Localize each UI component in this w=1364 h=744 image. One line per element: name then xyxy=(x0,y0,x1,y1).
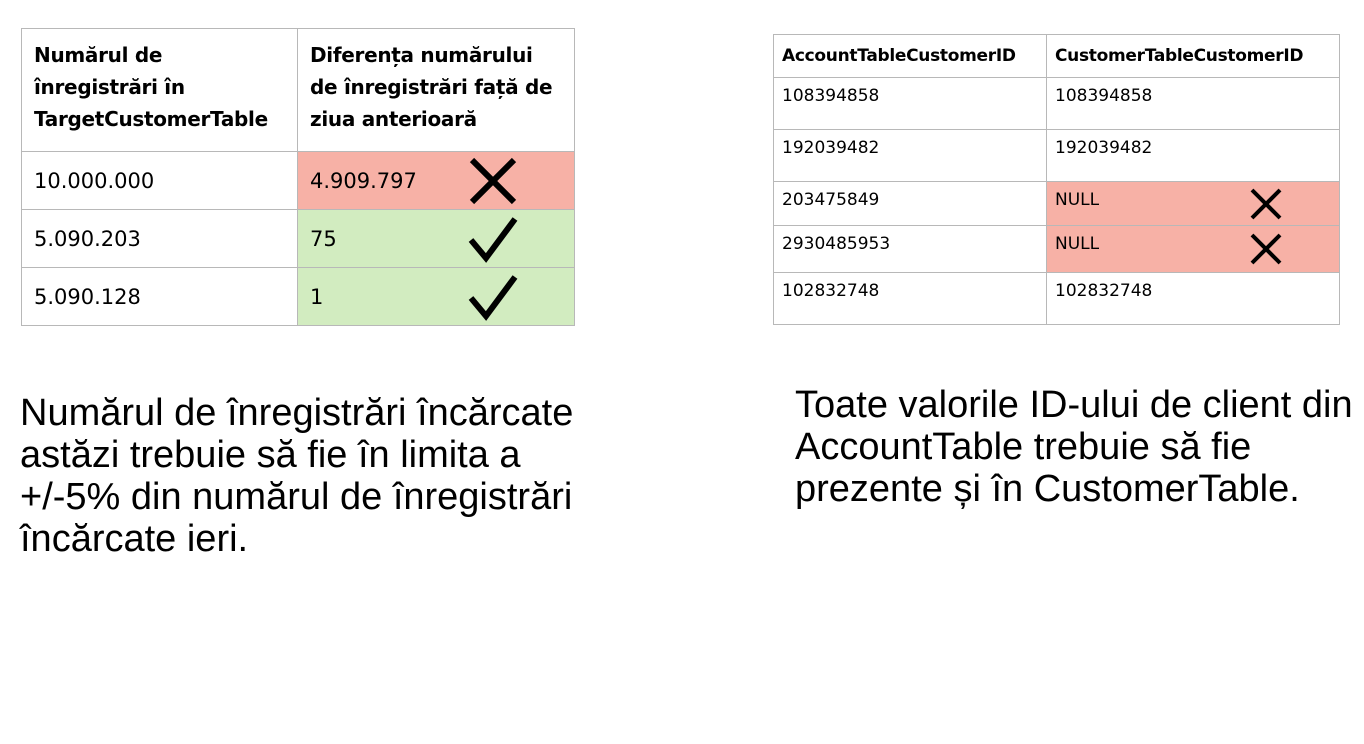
customer-id-rule-caption: Toate valorile ID-ului de client din AccountTable trebuie să fie prezente și în CustomerTable. xyxy=(795,384,1353,510)
account-id-cell: 2930485953 xyxy=(774,226,1047,273)
customer-id-cell: 102832748 xyxy=(1047,273,1340,325)
account-id-cell: 203475849 xyxy=(774,182,1047,226)
difference-value: 75 xyxy=(310,226,337,251)
column-header-difference: Diferența numărului de înregistrări față de ziua anterioară xyxy=(298,29,575,152)
account-id-cell: 192039482 xyxy=(774,130,1047,182)
customer-id-cell xyxy=(1047,226,1340,273)
customer-id-cell: 192039482 xyxy=(1047,130,1340,182)
check-icon xyxy=(468,214,518,264)
difference-value: 4.909.797 xyxy=(310,168,417,193)
customer-id-cell: 108394858 xyxy=(1047,78,1340,130)
table-row xyxy=(774,273,1340,325)
customer-id-table xyxy=(773,34,1340,325)
cross-icon xyxy=(1249,232,1283,266)
table-row xyxy=(22,268,575,326)
cross-icon xyxy=(1249,187,1283,221)
record-count-cell: 10.000.000 xyxy=(22,152,298,210)
customer-id-value: NULL xyxy=(1055,234,1100,254)
cross-icon xyxy=(468,156,518,206)
record-count-cell: 5.090.203 xyxy=(22,210,298,268)
table-row xyxy=(774,78,1340,130)
table-row xyxy=(774,130,1340,182)
customer-id-cell xyxy=(1047,182,1340,226)
record-count-rule-caption: Numărul de înregistrări încărcate astăzi trebuie să fie în limita a +/-5% din numărul de înregistrări încărcate ieri. xyxy=(20,392,574,560)
account-id-cell: 108394858 xyxy=(774,78,1047,130)
table-header-row xyxy=(774,35,1340,78)
column-header-record-count: Numărul de înregistrări în TargetCustomerTable xyxy=(22,29,298,152)
table-row xyxy=(22,210,575,268)
customer-id-value: NULL xyxy=(1055,190,1100,210)
check-icon xyxy=(468,272,518,322)
difference-value: 1 xyxy=(310,284,324,309)
table-row xyxy=(774,182,1340,226)
record-count-cell: 5.090.128 xyxy=(22,268,298,326)
table-header-row xyxy=(22,29,575,152)
table-row xyxy=(774,226,1340,273)
column-header-customer-id: CustomerTableCustomerID xyxy=(1047,35,1340,78)
column-header-account-id: AccountTableCustomerID xyxy=(774,35,1047,78)
difference-cell xyxy=(298,268,575,326)
table-row xyxy=(22,152,575,210)
difference-cell xyxy=(298,152,575,210)
record-count-table xyxy=(21,28,575,326)
account-id-cell: 102832748 xyxy=(774,273,1047,325)
difference-cell xyxy=(298,210,575,268)
